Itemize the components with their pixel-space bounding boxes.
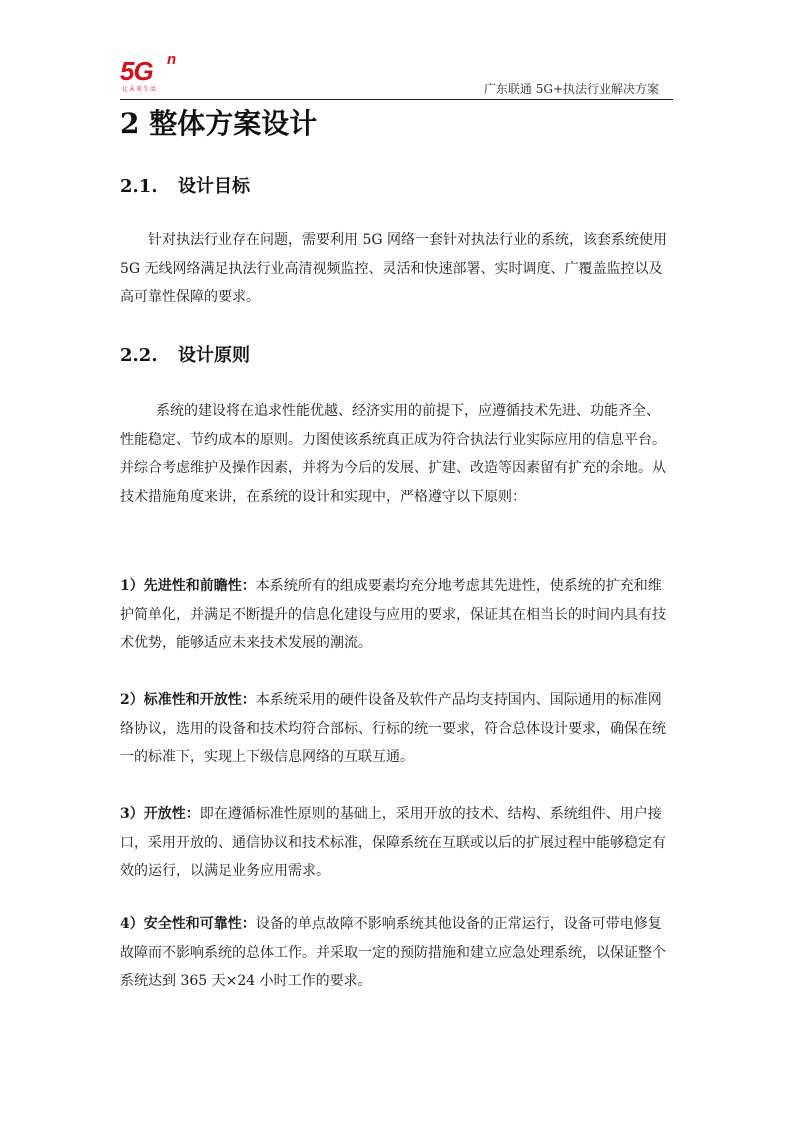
section-number: 2.1.	[120, 176, 158, 197]
principle-item	[120, 686, 673, 772]
principle-item-label: 4）安全性和可靠性：	[120, 916, 256, 932]
principle-item-label: 1）先进性和前瞻性：	[120, 578, 256, 594]
logo-caption: 让未来生活	[122, 86, 158, 93]
section-title: 设计原则	[178, 345, 250, 366]
header-divider	[120, 99, 673, 100]
header-doc-title: 广东联通 5G+执法行业解决方案	[483, 82, 659, 96]
principle-item	[120, 910, 673, 996]
principle-item-text: 设备的单点故障不影响系统其他设备的正常运行，设备可带电修复故障而不影响系统的总体工作。并采取一定的预防措施和建立应急处理系统，以保证整个系统达到 365 天×24 小时工作的要求。	[120, 916, 666, 989]
section-heading-goals	[120, 174, 250, 200]
principle-item-label: 3）开放性：	[120, 806, 200, 822]
section-title: 设计目标	[178, 176, 250, 197]
chapter-title: 2 整体方案设计	[120, 107, 318, 140]
principle-item-text: 本系统所有的组成要素均充分地考虑其先进性，使系统的扩充和维护简单化，并满足不断提升的信息化建设与应用的要求，保证其在相当长的时间内具有技术优势，能够适应未来技术发展的潮流。	[120, 578, 666, 651]
principle-item	[120, 800, 673, 886]
principle-item	[120, 572, 673, 658]
logo-superscript: n	[167, 51, 177, 68]
principle-item-label: 2）标准性和开放性：	[120, 692, 256, 708]
principle-item-text: 即在遵循标准性原则的基础上，采用开放的技术、结构、系统组件、用户接口，采用开放的、通信协议和技术标准，保障系统在互联或以后的扩展过程中能够稳定有效的运行，以满足业务应用需求。	[120, 806, 666, 879]
logo-text: 5G	[120, 56, 153, 86]
principles-intro-paragraph: 系统的建设将在追求性能优越、经济实用的前提下，应遵循技术先进、功能齐全、性能稳定、节约成本的原则。力图使该系统真正成为符合执法行业实际应用的信息平台。并综合考虑维护及操作因素，并将为今后的发展、扩建、改造等因素留有扩充的余地。从技术措施角度来讲，在系统的设计和实现中，严格遵守以下原则：	[120, 403, 666, 505]
principle-item-text: 本系统采用的硬件设备及软件产品均支持国内、国际通用的标准网络协议，选用的设备和技术均符合部标、行标的统一要求，符合总体设计要求，确保在统一的标准下，实现上下级信息网络的互联互通。	[120, 692, 666, 765]
section-heading-principles	[120, 343, 250, 369]
section-number: 2.2.	[120, 345, 158, 366]
goals-paragraph: 针对执法行业存在问题，需要利用 5G 网络一套针对执法行业的系统，该套系统使用 5G 无线网络满足执法行业高清视频监控、灵活和快速部署、实时调度、广覆盖监控以及高可靠性保障的要求。	[120, 232, 667, 305]
unicom-5g-logo	[120, 52, 182, 96]
